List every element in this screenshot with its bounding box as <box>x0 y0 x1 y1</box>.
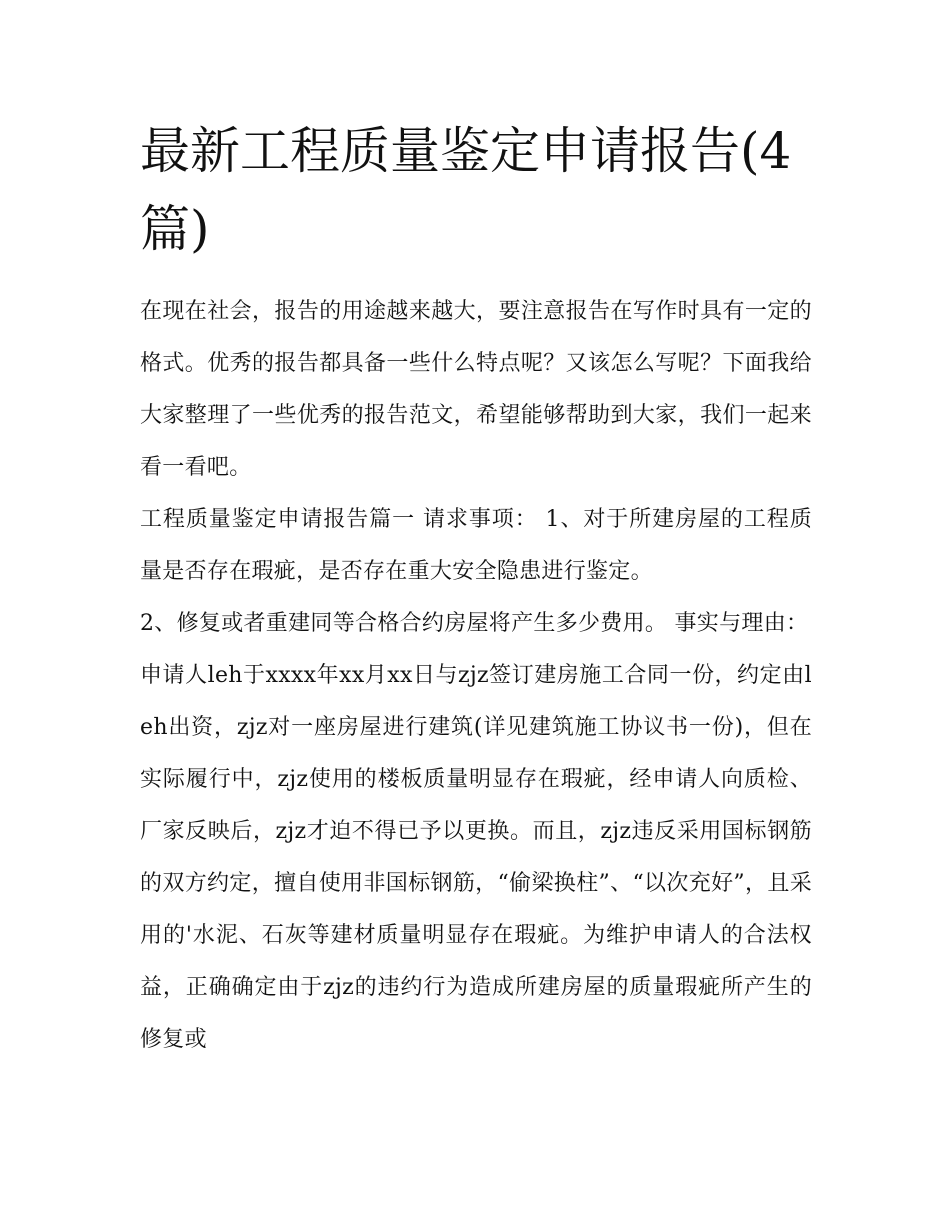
document-title: 最新工程质量鉴定申请报告(4篇) <box>140 122 792 258</box>
paragraph-facts: 申请人leh于xxxx年xx月xx日与zjz签订建房施工合同一份，约定由leh出资，zjz对一座房屋进行建筑(详见建筑施工协议书一份)，但在实际履行中，zjz使用的楼板质量明显存在瑕疵，经申请人向质检、厂家反映后，zjz才迫不得已予以更换。而且，zjz违反采用国标钢筋的双方约定，擅自使用非国标钢筋，“偷梁换柱”、“以次充好”，且采用的'水泥、石灰等建材质量明显存在瑕疵。为维护申请人的合法权益，正确确定由于zjz的违约行为造成所建房屋的质量瑕疵所产生的修复或 <box>140 663 812 1052</box>
paragraph-intro: 在现在社会，报告的用途越来越大，要注意报告在写作时具有一定的格式。优秀的报告都具备一些什么特点呢？又该怎么写呢？下面我给大家整理了一些优秀的报告范文，希望能够帮助到大家，我们一起来看一看吧。 <box>140 299 812 480</box>
paragraph-repair-cost: 2、修复或者重建同等合格合约房屋将产生多少费用。 事实与理由： <box>140 611 809 636</box>
paragraph-request-items: 工程质量鉴定申请报告篇一 请求事项： 1、对于所建房屋的工程质量是否存在瑕疵，是否存在重大安全隐患进行鉴定。 <box>140 507 812 584</box>
document-page <box>140 112 812 1066</box>
